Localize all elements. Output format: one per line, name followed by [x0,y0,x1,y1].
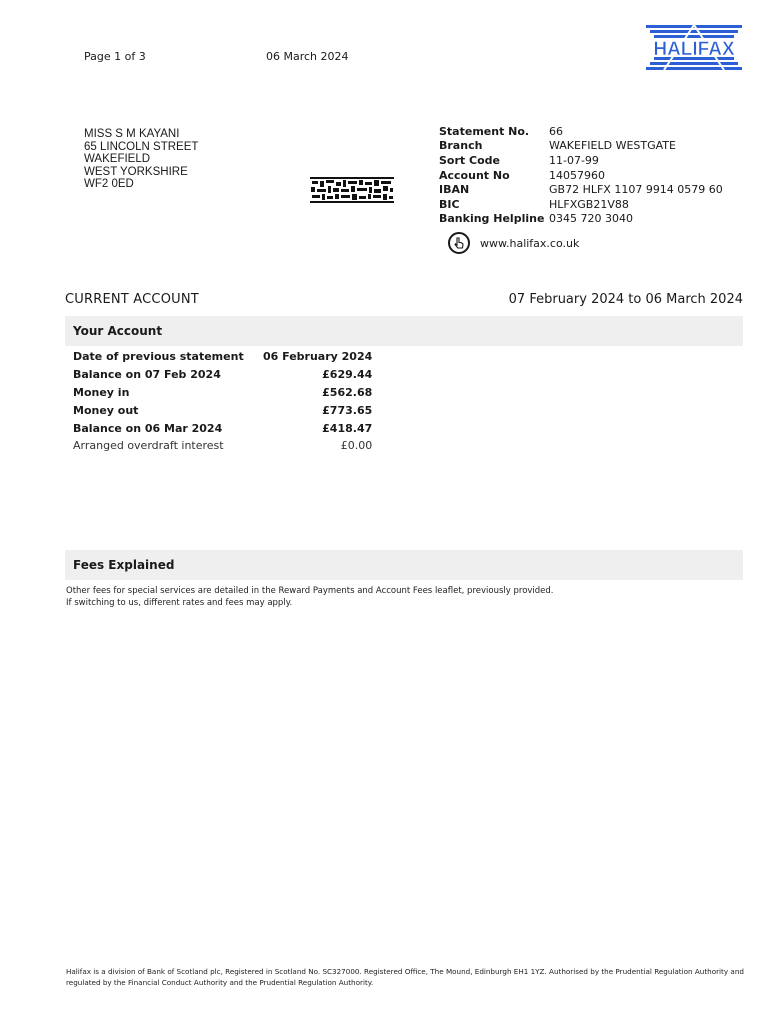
detail-label: BIC [439,197,460,211]
detail-label: Statement No. [439,124,530,138]
statement-date: 06 March 2024 [266,50,349,63]
website-url[interactable]: www.halifax.co.uk [480,236,580,250]
summary-label: Balance on 06 Mar 2024 [73,421,223,435]
address-line: WF2 0ED [84,178,134,191]
summary-row [73,401,372,419]
cursor-hand-icon [448,232,470,254]
detail-label: Branch [439,139,483,153]
detail-value: 66 [549,124,563,138]
summary-value: £629.44 [322,368,373,382]
halifax-logo [644,24,744,74]
address-line: 65 LINCOLN STREET [84,140,199,153]
summary-row [73,348,372,366]
your-account-header [65,316,743,346]
detail-value: 14057960 [549,168,605,182]
detail-value: GB72 HLFX 1107 9914 0579 60 [549,183,723,197]
address-line: WAKEFIELD [84,153,151,166]
detail-value: 11-07-99 [549,153,599,167]
logo-wordmark: HALIFAX [653,39,735,60]
detail-label: Banking Helpline [439,212,545,226]
fees-line: If switching to us, different rates and fees may apply. [66,597,293,608]
summary-value: £562.68 [322,385,373,399]
section-heading: Fees Explained [73,558,175,572]
summary-label: Balance on 07 Feb 2024 [73,368,221,382]
customer-address [84,128,198,191]
account-type: CURRENT ACCOUNT [65,292,199,307]
summary-label: Arranged overdraft interest [73,439,224,453]
fees-line: Other fees for special services are detailed in the Reward Payments and Account Fees leaflet, previously provided. [66,586,554,596]
summary-label: Date of previous statement [73,350,244,364]
detail-label: Sort Code [439,153,500,167]
legal-footer: Halifax is a division of Bank of Scotland plc, Registered in Scotland No. SC327000. Registered Office, The Mound, Edinburgh EH1 1YZ. Authorised by the Prudential Regulation Authority and regulated by the Financial Conduct Authority and the Prudential Regulation Authority. [66,967,744,987]
fees-text [66,586,554,609]
detail-value: HLFXGB21V88 [549,197,629,211]
account-summary [73,348,372,455]
section-heading: Your Account [73,324,163,338]
summary-row [73,384,372,402]
account-details [439,124,723,226]
summary-label: Money out [73,403,139,417]
statement-period: 07 February 2024 to 06 March 2024 [508,292,743,307]
summary-value: £773.65 [322,403,373,417]
summary-label: Money in [73,385,130,399]
summary-row [73,437,372,455]
detail-label: Account No [439,168,510,182]
mail-barcode [310,177,394,203]
summary-value: £0.00 [340,439,373,453]
fees-explained-header [65,550,743,580]
address-line: MISS S M KAYANI [84,128,180,140]
page-number: Page 1 of 3 [84,50,146,63]
detail-value: WAKEFIELD WESTGATE [549,139,676,153]
summary-row [73,366,372,384]
website-link[interactable] [448,232,579,254]
summary-value: 06 February 2024 [263,350,373,364]
summary-value: £418.47 [322,421,373,435]
detail-value: 0345 720 3040 [549,212,633,226]
detail-label: IBAN [439,183,470,197]
summary-row [73,419,372,437]
address-line: WEST YORKSHIRE [84,165,188,178]
